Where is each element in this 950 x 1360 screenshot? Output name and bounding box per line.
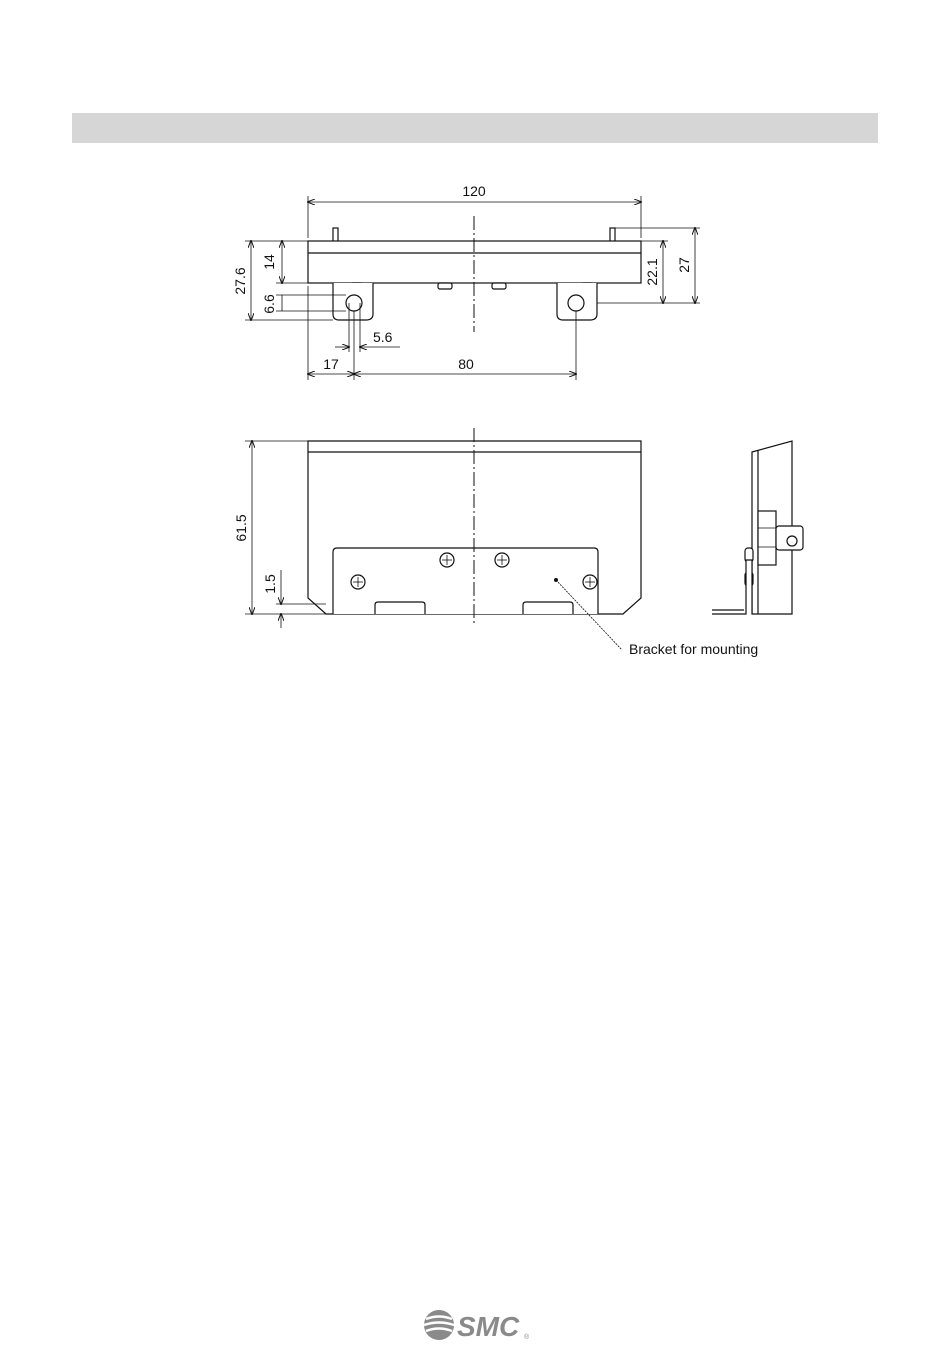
smc-logo-mark-icon — [424, 1310, 454, 1340]
dim-overall-width: 120 — [462, 183, 486, 199]
smc-logo — [420, 1306, 535, 1342]
callout-bracket-label: Bracket for mounting — [629, 641, 759, 657]
dim-left-offset: 17 — [323, 356, 339, 372]
dim-height-total: 27.6 — [232, 267, 248, 295]
screw-icon — [440, 553, 454, 567]
dim-total-height: 61.5 — [233, 514, 249, 542]
screw-icon — [583, 575, 597, 589]
pin-right — [610, 228, 615, 242]
mounting-tab-right — [557, 283, 597, 320]
mounting-tab-left — [333, 283, 373, 320]
dim-hole-pitch: 80 — [458, 356, 474, 372]
smc-logo-text: SMC — [457, 1311, 520, 1342]
dim-hole-height: 6.6 — [261, 294, 277, 314]
dim-hole-offset: 5.6 — [373, 329, 393, 345]
top-view — [232, 183, 700, 380]
registered-mark: ® — [524, 1334, 530, 1341]
dim-right-a: 22.1 — [644, 258, 660, 286]
dim-base-height: 1.5 — [262, 574, 278, 594]
screw-icon — [351, 575, 365, 589]
side-view — [712, 441, 803, 614]
slot-left — [375, 602, 425, 614]
dim-right-b: 27 — [676, 257, 692, 273]
front-view — [233, 428, 758, 657]
screw-icon — [495, 553, 509, 567]
pin-left — [333, 228, 338, 242]
side-bracket — [712, 560, 752, 614]
slot-right — [523, 602, 573, 614]
dim-height-upper: 14 — [261, 254, 277, 270]
